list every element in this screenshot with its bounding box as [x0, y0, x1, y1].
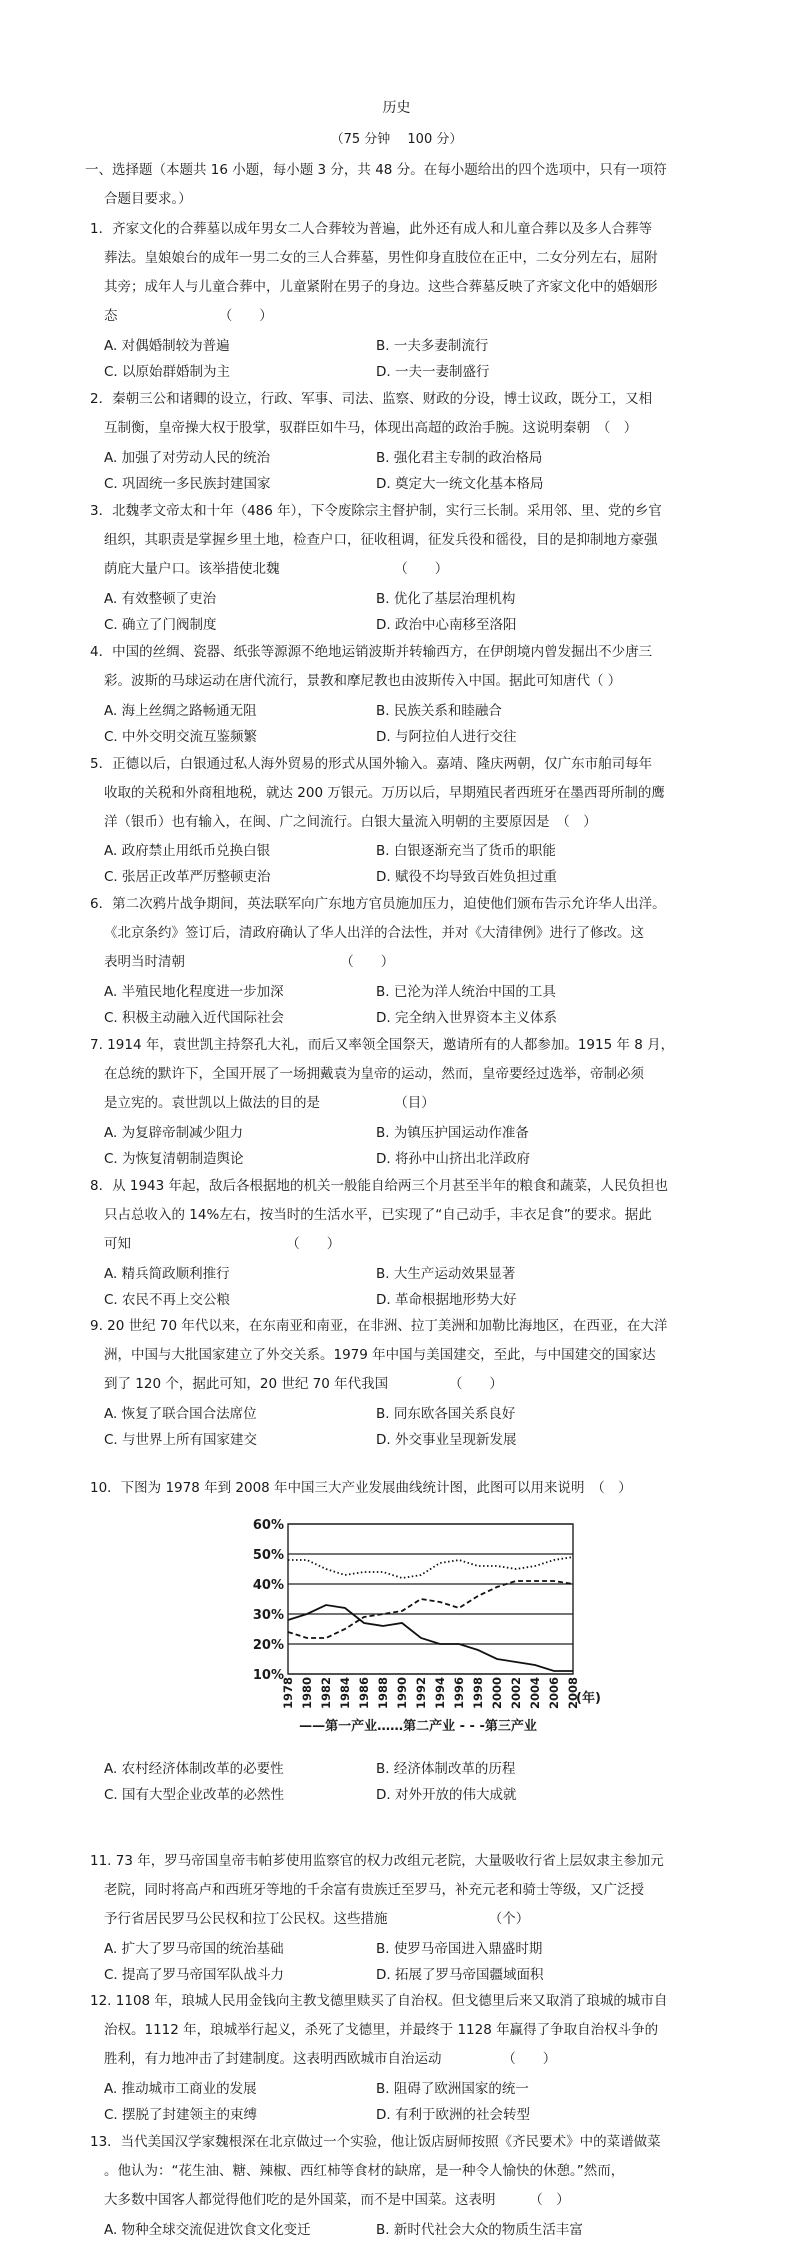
- question-13-option-a: A. 物种全球交流促进饮食文化变迁: [104, 2222, 311, 2238]
- question-5-option-b: B. 白银逐渐充当了货币的职能: [376, 843, 556, 859]
- chart-x-tick-label: 1998: [471, 1677, 485, 1710]
- question-7-stem-line: 在总统的默许下，全国开展了一场拥戴袁为皇帝的运动，然而，皇帝要经过选举，帝制必须: [104, 1066, 644, 1082]
- question-12-option-b: B. 阻碍了欧洲国家的统一: [376, 2081, 529, 2097]
- chart-x-tick-label: 1990: [395, 1677, 409, 1710]
- question-12-option-d: D. 有利于欧洲的社会转型: [376, 2107, 530, 2123]
- question-1-option-d: D. 一夫一妻制盛行: [376, 364, 490, 380]
- chart-y-tick-label: 40%: [252, 1578, 284, 1593]
- question-1-stem-line: 葬法。皇娘娘台的成年一男二女的三人合葬墓，男性仰身直肢位在正中，二女分列左右，屈附: [104, 250, 658, 266]
- question-9-option-c: C. 与世界上所有国家建交: [104, 1432, 258, 1448]
- chart-x-tick-label: 2008: [566, 1677, 580, 1710]
- question-4-stem-line: 4．中国的丝绸、瓷器、纸张等源源不绝地运销波斯并转输西方，在伊朗境内曾发掘出不少唐三: [90, 644, 653, 660]
- chart-x-tick-label: 1982: [319, 1677, 333, 1710]
- question-12-stem-line: 治权。1112 年，琅城举行起义，杀死了戈德里，并最终于 1128 年赢得了争取自治权斗争的: [104, 2022, 659, 2038]
- question-2-option-c: C. 巩固统一多民族封建国家: [104, 476, 271, 492]
- question-3-option-a: A. 有效整顿了吏治: [104, 591, 217, 607]
- question-5-stem-line: 5．正德以后，白银通过私人海外贸易的形式从国外输入。嘉靖、隆庆两朝，仅广东市舶司每年: [90, 756, 653, 772]
- question-2-stem-line: 互制衡，皇帝操大权于股掌，驭群臣如牛马，体现出高超的政治手腕。这说明秦朝 （ ）: [104, 420, 638, 436]
- question-3-stem-line: 荫庇大量户口。该举措使北魏 （ ）: [104, 561, 449, 577]
- question-11-stem-line: 老院，同时将高卢和西班牙等地的千余富有贵族迁至罗马，补充元老和骑士等级，又广泛授: [104, 1882, 644, 1898]
- industry-line-chart: [243, 1512, 601, 1737]
- chart-x-tick-label: 2000: [490, 1677, 504, 1710]
- question-4-option-b: B. 民族关系和睦融合: [376, 703, 502, 719]
- question-8-stem-line: 只占总收入的 14%左右，按当时的生活水平，已实现了“自己动手，丰衣足食”的要求。据此: [104, 1207, 652, 1223]
- chart-x-tick-label: 1986: [357, 1677, 371, 1710]
- question-8-option-a: A. 精兵简政顺利推行: [104, 1266, 230, 1282]
- chart-frame: [288, 1524, 573, 1674]
- chart-y-tick-label: 50%: [252, 1548, 284, 1563]
- chart-y-tick-label: 10%: [252, 1668, 284, 1683]
- chart-y-tick-label: 30%: [252, 1608, 284, 1623]
- question-9-stem-line: 洲，中国与大批国家建立了外交关系。1979 年中国与美国建交，至此，与中国建交的国家达: [104, 1347, 656, 1363]
- chart-y-tick-label: 20%: [252, 1638, 284, 1653]
- question-7-option-b: B. 为镇压护国运动作准备: [376, 1125, 529, 1141]
- chart-x-tick-label: 1988: [376, 1677, 390, 1710]
- chart-x-tick-label: 1980: [300, 1677, 314, 1710]
- question-5-option-c: C. 张居正改革严厉整顿吏治: [104, 869, 271, 885]
- question-12-stem-line: 胜利，有力地冲击了封建制度。这表明西欧城市自治运动 （ ）: [104, 2051, 557, 2067]
- question-13-option-b: B. 新时代社会大众的物质生活丰富: [376, 2222, 583, 2238]
- question-1-stem-line: 1．齐家文化的合葬墓以成年男女二人合葬较为普遍，此外还有成人和儿童合葬以及多人合葬等: [90, 221, 653, 237]
- question-6-option-d: D. 完全纳入世界资本主义体系: [376, 1010, 557, 1026]
- question-8-option-d: D. 革命根据地形势大好: [376, 1292, 517, 1308]
- chart-x-unit: (年): [576, 1691, 601, 1706]
- question-3-option-c: C. 确立了门阀制度: [104, 617, 217, 633]
- chart-x-tick-label: 2006: [547, 1677, 561, 1710]
- question-9-option-a: A. 恢复了联合国合法席位: [104, 1406, 257, 1422]
- question-6-stem-line: 6．第二次鸦片战争期间，英法联军向广东地方官员施加压力，迫使他们颁布告示允许华人出洋。: [90, 896, 666, 912]
- chart-x-tick-label: 1978: [281, 1677, 295, 1710]
- chart-series-line-1: [288, 1605, 573, 1671]
- question-4-stem-line: 彩。波斯的马球运动在唐代流行，景教和摩尼教也由波斯传入中国。据此可知唐代（ ）: [104, 673, 622, 689]
- question-3-option-b: B. 优化了基层治理机构: [376, 591, 516, 607]
- question-7-stem-line: 是立宪的。袁世凯以上做法的目的是 （目）: [104, 1095, 435, 1111]
- question-6-stem-line: 表明当时清朝 （ ）: [104, 954, 395, 970]
- question-1-option-b: B. 一夫多妻制流行: [376, 338, 489, 354]
- question-4-option-c: C. 中外交明交流互鉴频繁: [104, 729, 258, 745]
- chart-series-line-3: [288, 1581, 573, 1638]
- question-7-option-c: C. 为恢复清朝制造舆论: [104, 1151, 244, 1167]
- question-3-option-d: D. 政治中心南移至洛阳: [376, 617, 517, 633]
- exam-title: 历史: [382, 100, 411, 116]
- question-10-option-c: C. 国有大型企业改革的必然性: [104, 1787, 285, 1803]
- question-10-option-a: A. 农村经济体制改革的必要性: [104, 1761, 284, 1777]
- chart-x-tick-label: 1984: [338, 1677, 352, 1710]
- question-7-option-d: D. 将孙中山挤出北洋政府: [376, 1151, 530, 1167]
- question-2-option-b: B. 强化君主专制的政治格局: [376, 450, 543, 466]
- question-12-option-c: C. 摆脱了封建领主的束缚: [104, 2107, 258, 2123]
- chart-series-line-2: [288, 1557, 573, 1578]
- section-intro-line: 合题目要求。）: [104, 191, 192, 207]
- chart-x-tick-label: 2004: [528, 1677, 542, 1710]
- question-11-stem-line: 予行省居民罗马公民权和拉丁公民权。这些措施 （个）: [104, 1911, 530, 1927]
- question-8-stem-line: 8．从 1943 年起，敌后各根据地的机关一般能自给两三个月甚至半年的粮食和蔬菜，人民负担也: [90, 1178, 669, 1194]
- chart-legend: ——第一产业……第二产业 - - -第三产业: [299, 1719, 537, 1734]
- question-11-option-a: A. 扩大了罗马帝国的统治基础: [104, 1941, 284, 1957]
- question-5-stem-line: 收取的关税和外商租地税，就达 200 万银元。万历以后，早期殖民者西班牙在墨西哥所制的鹰: [104, 785, 665, 801]
- question-12-stem-line: 12. 1108 年，琅城人民用金钱向主教戈德里赎买了自治权。但戈德里后来又取消了琅城的城市自: [90, 1993, 668, 2009]
- question-1-option-c: C. 以原始群婚制为主: [104, 364, 231, 380]
- question-5-option-a: A. 政府禁止用纸币兑换白银: [104, 843, 271, 859]
- question-9-stem-line: 9. 20 世纪 70 年代以来，在东南亚和南亚，在非洲、拉丁美洲和加勒比海地区，在西亚，在大洋: [90, 1318, 668, 1334]
- exam-time-score: （75 分钟 100 分）: [330, 132, 463, 147]
- chart-x-tick-label: 1992: [414, 1677, 428, 1710]
- question-11-option-c: C. 提高了罗马帝国军队战斗力: [104, 1967, 285, 1983]
- question-11-stem-line: 11. 73 年，罗马帝国皇帝韦帕芗使用监察官的权力改组元老院，大量吸收行省上层奴隶主参加元: [90, 1853, 664, 1869]
- question-10-option-d: D. 对外开放的伟大成就: [376, 1787, 517, 1803]
- question-6-option-c: C. 积极主动融入近代国际社会: [104, 1010, 285, 1026]
- question-11-option-d: D. 拓展了罗马帝国疆域面积: [376, 1967, 544, 1983]
- question-6-option-b: B. 已沦为洋人统治中国的工具: [376, 984, 556, 1000]
- question-2-option-a: A. 加强了对劳动人民的统治: [104, 450, 271, 466]
- question-9-option-b: B. 同东欧各国关系良好: [376, 1406, 516, 1422]
- question-7-option-a: A. 为复辟帝制减少阻力: [104, 1125, 244, 1141]
- question-2-option-d: D. 奠定大一统文化基本格局: [376, 476, 544, 492]
- question-10-stem-line: 10．下图为 1978 年到 2008 年中国三大产业发展曲线统计图，此图可以用来说明 （ ）: [90, 1480, 632, 1496]
- chart-x-tick-label: 2002: [509, 1677, 523, 1710]
- question-3-stem-line: 3．北魏孝文帝太和十年（486 年），下令废除宗主督护制，实行三长制。采用邻、里、党的乡官: [90, 503, 662, 519]
- chart-y-tick-label: 60%: [252, 1518, 284, 1533]
- question-8-stem-line: 可知 （ ）: [104, 1236, 341, 1252]
- question-1-option-a: A. 对偶婚制较为普遍: [104, 338, 230, 354]
- question-6-option-a: A. 半殖民地化程度进一步加深: [104, 984, 284, 1000]
- chart-x-tick-label: 1996: [452, 1677, 466, 1710]
- question-3-stem-line: 组织，其职责是掌握乡里土地，检查户口，征收租调，征发兵役和徭役，目的是抑制地方豪强: [104, 532, 658, 548]
- question-7-stem-line: 7. 1914 年，袁世凯主持祭孔大礼，而后又率领全国祭天，邀请所有的人都参加。1915 年 8 月，: [90, 1037, 675, 1053]
- question-13-stem-line: 大多数中国客人都觉得他们吃的是外国菜，而不是中国菜。这表明 （ ）: [104, 2192, 570, 2208]
- question-12-option-a: A. 推动城市工商业的发展: [104, 2081, 257, 2097]
- question-9-option-d: D. 外交事业呈现新发展: [376, 1432, 517, 1448]
- question-8-option-b: B. 大生产运动效果显著: [376, 1266, 516, 1282]
- question-4-option-d: D. 与阿拉伯人进行交往: [376, 729, 517, 745]
- question-9-stem-line: 到了 120 个，据此可知，20 世纪 70 年代我国 （ ）: [104, 1376, 503, 1392]
- question-2-stem-line: 2．秦朝三公和诸卿的设立，行政、军事、司法、监察、财政的分设，博士议政，既分工，又相: [90, 391, 653, 407]
- question-6-stem-line: 《北京条约》签订后，清政府确认了华人出洋的合法性，并对《大清律例》进行了修改。这: [104, 925, 644, 941]
- question-8-option-c: C. 农民不再上交公粮: [104, 1292, 231, 1308]
- chart-x-tick-label: 1994: [433, 1677, 447, 1710]
- question-4-option-a: A. 海上丝绸之路畅通无阻: [104, 703, 257, 719]
- question-11-option-b: B. 使罗马帝国进入鼎盛时期: [376, 1941, 543, 1957]
- question-1-stem-line: 态 （ ）: [104, 308, 273, 324]
- question-10-option-b: B. 经济体制改革的历程: [376, 1761, 516, 1777]
- question-5-option-d: D. 赋役不均导致百姓负担过重: [376, 869, 557, 885]
- question-5-stem-line: 洋（银币）也有输入，在闽、广之间流行。白银大量流入明朝的主要原因是 （ ）: [104, 814, 597, 830]
- question-1-stem-line: 其旁；成年人与儿童合葬中，儿童紧附在男子的身边。这些合葬墓反映了齐家文化中的婚姻形: [104, 279, 658, 295]
- section-intro-line: 一、选择题（本题共 16 小题，每小题 3 分，共 48 分。在每小题给出的四个选项中，只有一项符: [85, 162, 667, 178]
- question-13-stem-line: 。他认为：“花生油、糖、辣椒、西红柿等食材的缺席，是一种令人愉快的休憩。”然而，: [104, 2163, 625, 2179]
- question-13-stem-line: 13．当代美国汉学家魏根深在北京做过一个实验，他让饭店厨师按照《齐民要术》中的菜谱做菜: [90, 2134, 661, 2150]
